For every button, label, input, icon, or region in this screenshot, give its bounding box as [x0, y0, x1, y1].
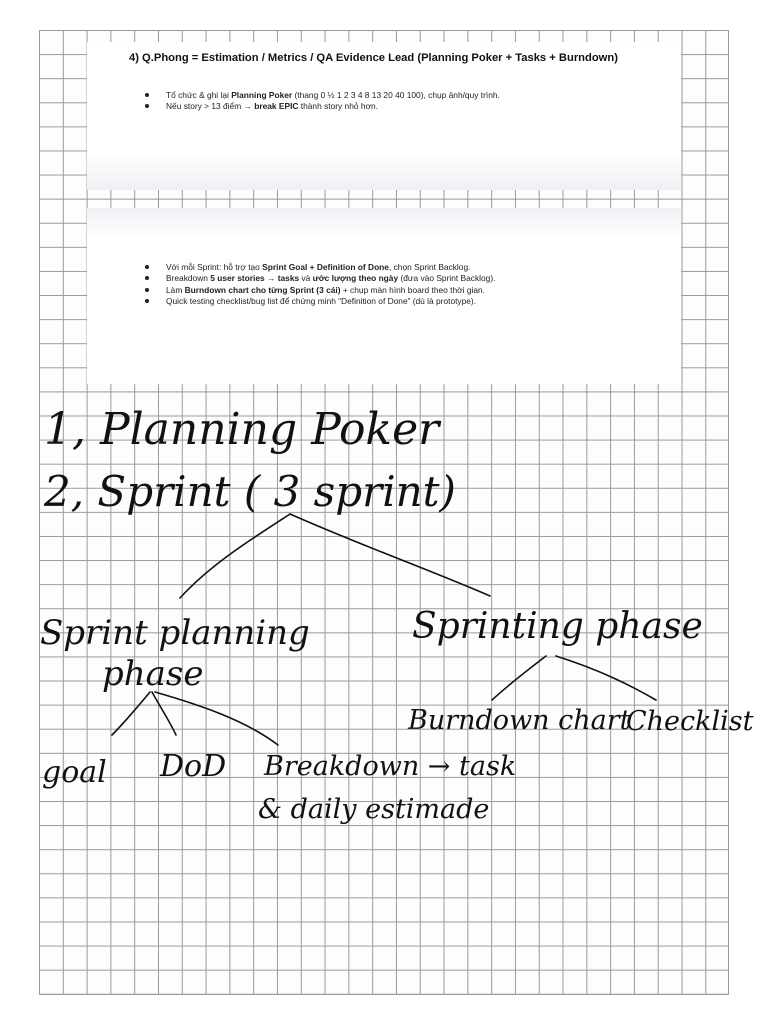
handwritten-burndown-chart: Burndown chart [408, 705, 631, 736]
bullet-text: Breakdown [166, 273, 211, 284]
handwritten-dod: DoD [160, 749, 227, 784]
bullet-text: Sprint Goal + Definition of Done [262, 262, 389, 272]
handwritten-checklist: Checklist [626, 706, 754, 737]
notes-heading: 4) Q.Phong = Estimation / Metrics / QA Evidence Lead (Planning Poker + Tasks + Burndown) [129, 52, 618, 64]
bullet-text: Burndown chart cho từng Sprint (3 cái) [184, 284, 341, 295]
bullet-text: Nếu story > 13 điểm → [166, 101, 255, 112]
handwritten-daily-estimade: & daily estimade [258, 794, 490, 825]
bullet-text: và [299, 273, 313, 284]
bullet-text: break EPIC [254, 101, 299, 112]
bullet-text: Làm [166, 284, 185, 295]
tree-line-to-breakdown [155, 692, 278, 745]
bullet-text: (đưa vào Sprint Backlog). [398, 273, 496, 284]
bullet-text: Quick testing checklist/bug list để chứng minh “Definition of Done” (dù là prototype). [166, 296, 477, 307]
tree-line-to-goal [112, 692, 150, 735]
bullet-text: (thang 0 ½ 1 2 3 4 8 13 20 40 100), chụp ảnh/quy trình. [292, 90, 500, 100]
handwritten-sprinting-phase: Sprinting phase [412, 606, 703, 647]
bullet-text: Với mỗi Sprint: hỗ trợ tạo [166, 262, 263, 272]
handwritten-phase: phase [102, 654, 204, 694]
tree-line-to-sprinting [290, 514, 490, 596]
bullet-text: Tổ chức & ghi lại [166, 90, 232, 100]
bullet-text: + chụp màn hình board theo thời gian. [340, 284, 485, 295]
handwritten-breakdown-task: Breakdown → task [264, 751, 517, 782]
tree-line-to-burndown [492, 656, 546, 700]
bullet-text: thành story nhỏ hơn. [298, 101, 378, 112]
tree-line-to-dod [152, 692, 176, 735]
bullet-text: ước lượng theo ngày [312, 273, 399, 284]
handwritten-goal: goal [42, 755, 107, 790]
tree-line-to-planning [180, 514, 290, 598]
handwritten-line-2: 2, Sprint ( 3 sprint) [44, 467, 456, 516]
bullet-text: 5 user stories → tasks [210, 273, 300, 284]
handwritten-sprint-planning: Sprint planning [40, 613, 310, 653]
tree-line-to-checklist [556, 656, 656, 700]
handwritten-line-1: 1, Planning Poker [44, 404, 440, 455]
bullet-text: Planning Poker [231, 90, 293, 100]
bullet-text: , chọn Sprint Backlog. [388, 262, 471, 272]
